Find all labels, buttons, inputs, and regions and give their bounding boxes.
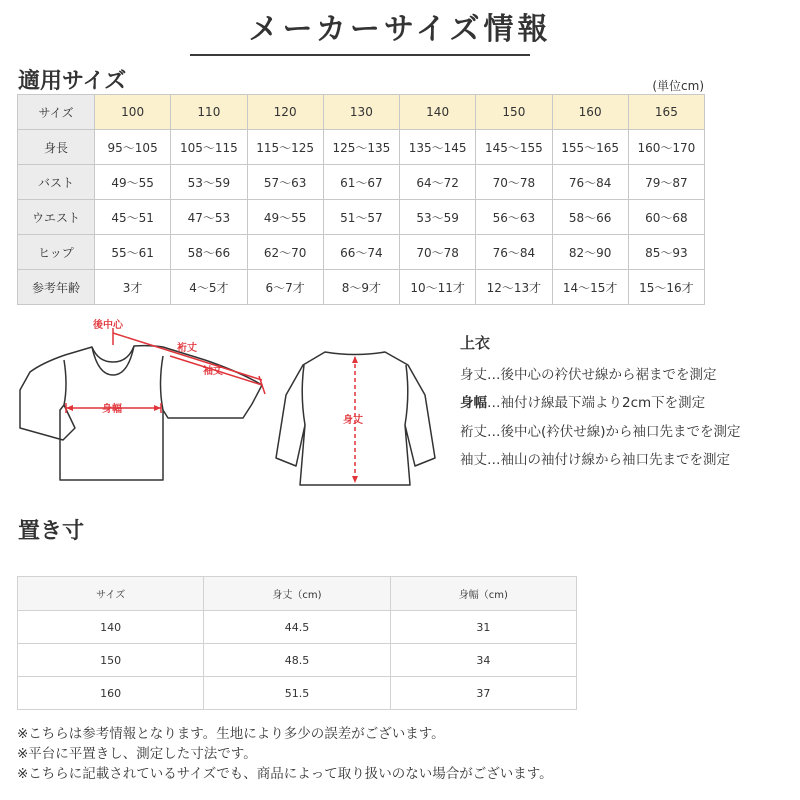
flat-size-heading: 置き寸	[18, 519, 85, 544]
table-cell: 140	[18, 611, 204, 644]
table-cell: 34	[390, 644, 576, 677]
table-cell: 48.5	[204, 644, 390, 677]
table-row	[18, 611, 577, 644]
table-cell: 135〜145	[400, 130, 476, 165]
note-line: ※平台に平置きし、測定した寸法です。	[17, 746, 257, 762]
column-header: サイズ	[18, 577, 204, 611]
table-cell: 47〜53	[171, 200, 247, 235]
table-cell: 3才	[95, 270, 171, 305]
row-label: バスト	[18, 165, 95, 200]
table-cell: 76〜84	[552, 165, 628, 200]
column-header: 身丈（cm)	[204, 577, 390, 611]
spec-term: 身幅	[460, 395, 487, 411]
table-cell: 53〜59	[171, 165, 247, 200]
spec-title: 上衣	[460, 334, 491, 352]
table-cell: 4〜5才	[171, 270, 247, 305]
size-header-cell: 165	[628, 95, 704, 130]
table-cell: 58〜66	[171, 235, 247, 270]
back-center-label: 後中心	[93, 320, 123, 331]
waist-row	[18, 200, 705, 235]
size-header-cell: 120	[247, 95, 323, 130]
size-header-cell: 140	[400, 95, 476, 130]
spec-line	[460, 363, 717, 383]
note-line: ※こちらに記載されているサイズでも、商品によって取り扱いのない場合がございます。	[17, 766, 553, 782]
table-cell: 10〜11才	[400, 270, 476, 305]
table-cell: 49〜55	[95, 165, 171, 200]
table-cell: 85〜93	[628, 235, 704, 270]
table-cell: 44.5	[204, 611, 390, 644]
unit-note: (単位cm)	[652, 79, 704, 93]
table-cell: 79〜87	[628, 165, 704, 200]
table-cell: 160〜170	[628, 130, 704, 165]
table-cell: 62〜70	[247, 235, 323, 270]
spec-desc: …後中心(衿伏せ線)から袖口先までを測定	[487, 424, 741, 440]
age-row	[18, 270, 705, 305]
table-cell: 125〜135	[323, 130, 399, 165]
table-cell: 155〜165	[552, 130, 628, 165]
notes-block	[17, 724, 553, 784]
row-label: 参考年齢	[18, 270, 95, 305]
yuki-length-label: 裄丈	[177, 343, 197, 354]
body-width-label: 身幅	[102, 404, 122, 415]
table-cell: 70〜78	[476, 165, 552, 200]
table-cell: 70〜78	[400, 235, 476, 270]
table-cell: 15〜16才	[628, 270, 704, 305]
body-length-label: 身丈	[343, 415, 363, 426]
height-row	[18, 130, 705, 165]
spec-desc: …袖山の袖付け線から袖口先までを測定	[487, 452, 730, 468]
table-cell: 60〜68	[628, 200, 704, 235]
fit-size-heading: 適用サイズ	[18, 69, 127, 94]
row-label: ウエスト	[18, 200, 95, 235]
spec-desc: …後中心の衿伏せ線から裾までを測定	[487, 367, 717, 383]
garment-front-outline	[20, 346, 262, 480]
spec-desc: …袖付け線最下端より2cm下を測定	[487, 395, 706, 411]
table-cell: 49〜55	[247, 200, 323, 235]
table-cell: 150	[18, 644, 204, 677]
garment-measurement-diagram	[0, 310, 450, 500]
flat-measure-table	[17, 576, 577, 710]
hip-row	[18, 235, 705, 270]
table-cell: 53〜59	[400, 200, 476, 235]
size-header-row	[18, 95, 705, 130]
page-title: メーカーサイズ情報	[248, 12, 552, 47]
table-cell: 82〜90	[552, 235, 628, 270]
size-header-cell: 100	[95, 95, 171, 130]
table-cell: 14〜15才	[552, 270, 628, 305]
table-cell: 66〜74	[323, 235, 399, 270]
table-cell: 64〜72	[400, 165, 476, 200]
row-label: ヒップ	[18, 235, 95, 270]
table-row	[18, 677, 577, 710]
flat-header-row	[18, 577, 577, 611]
spec-term: 身丈	[460, 367, 487, 383]
table-cell: 6〜7才	[247, 270, 323, 305]
spec-line	[460, 448, 730, 468]
size-header-cell: 110	[171, 95, 247, 130]
bust-row	[18, 165, 705, 200]
table-row	[18, 644, 577, 677]
size-header-cell: 150	[476, 95, 552, 130]
table-cell: 115〜125	[247, 130, 323, 165]
table-cell: 57〜63	[247, 165, 323, 200]
sleeve-length-label: 袖丈	[203, 366, 223, 377]
column-header: 身幅（cm)	[390, 577, 576, 611]
spec-term: 裄丈	[460, 424, 487, 440]
size-header-label: サイズ	[18, 95, 95, 130]
title-underline	[190, 54, 530, 56]
table-cell: 45〜51	[95, 200, 171, 235]
table-cell: 58〜66	[552, 200, 628, 235]
table-cell: 12〜13才	[476, 270, 552, 305]
table-cell: 61〜67	[323, 165, 399, 200]
table-cell: 31	[390, 611, 576, 644]
table-cell: 105〜115	[171, 130, 247, 165]
fit-size-table	[17, 94, 705, 305]
spec-term: 袖丈	[460, 452, 487, 468]
size-header-cell: 130	[323, 95, 399, 130]
table-cell: 95〜105	[95, 130, 171, 165]
table-cell: 51〜57	[323, 200, 399, 235]
table-cell: 37	[390, 677, 576, 710]
spec-line	[460, 420, 741, 440]
table-cell: 145〜155	[476, 130, 552, 165]
table-cell: 51.5	[204, 677, 390, 710]
table-cell: 56〜63	[476, 200, 552, 235]
table-cell: 8〜9才	[323, 270, 399, 305]
note-line: ※こちらは参考情報となります。生地により多少の誤差がございます。	[17, 726, 445, 742]
table-cell: 76〜84	[476, 235, 552, 270]
row-label: 身長	[18, 130, 95, 165]
spec-line	[460, 391, 705, 411]
table-cell: 160	[18, 677, 204, 710]
size-header-cell: 160	[552, 95, 628, 130]
table-cell: 55〜61	[95, 235, 171, 270]
